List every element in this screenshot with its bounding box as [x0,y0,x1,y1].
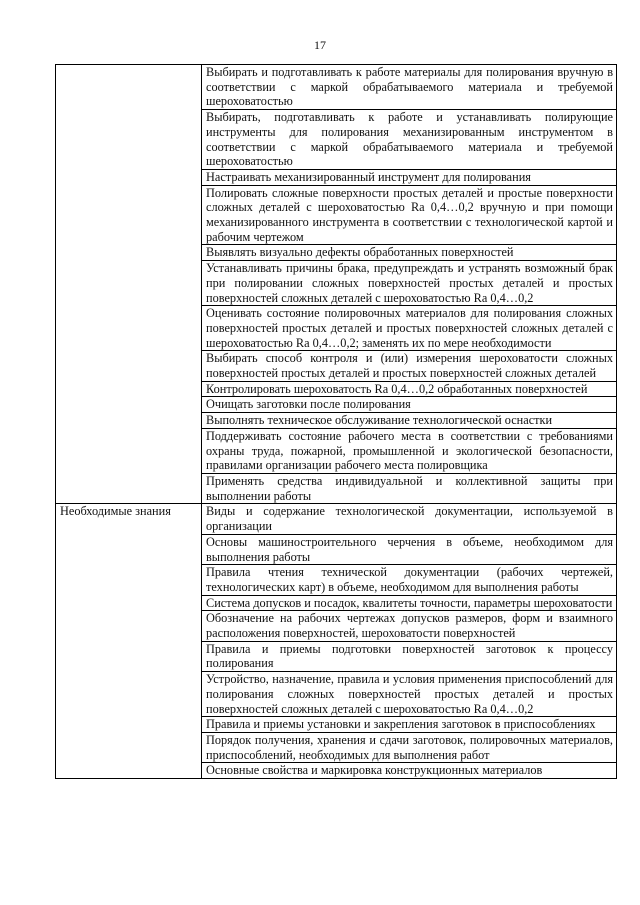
knowledge-item: Порядок получения, хранения и сдачи заготовок, полировочных материалов, приспособлений, необходимых для выполнения работ [202,732,617,762]
skill-item: Настраивать механизированный инструмент для полирования [202,169,617,185]
skill-item: Применять средства индивидуальной и коллективной защиты при выполнении работы [202,473,617,503]
skill-item: Выбирать способ контроля и (или) измерения шероховатости сложных поверхностей простых деталей и простых поверхностей сложных деталей [202,351,617,381]
skill-item: Полировать сложные поверхности простых деталей и простые поверхности сложных деталей с шероховатостью Ra 0,4…0,2 вручную и при помощи механизированного инструмента в соответствии с технологической картой и рабочим чертежом [202,185,617,245]
knowledge-item: Основы машиностроительного черчения в объеме, необходимом для выполнения работы [202,534,617,564]
skill-item: Очищать заготовки после полирования [202,397,617,413]
skill-item: Устанавливать причины брака, предупреждать и устранять возможный брак при полировании сложных поверхностей простых деталей и простых поверхностей сложных деталей с шероховатостью Ra 0,4…0,2 [202,261,617,306]
knowledge-item: Правила и приемы установки и закрепления заготовок в приспособлениях [202,717,617,733]
skill-item: Выполнять техническое обслуживание технологической оснастки [202,413,617,429]
skill-item: Выбирать, подготавливать к работе и устанавливать полирующие инструменты для полирования механизированным инструментом в соответствии с маркой обрабатываемого материала и требуемой шероховатостью [202,110,617,170]
table-row [56,504,617,534]
table-row [56,65,617,110]
skill-item: Выявлять визуально дефекты обработанных поверхностей [202,245,617,261]
knowledge-item: Правила чтения технической документации (рабочих чертежей, технологических карт) в объеме, необходимом для выполнения работы [202,565,617,595]
skill-item: Оценивать состояние полировочных материалов для полирования сложных поверхностей простых деталей и простых поверхностей сложных деталей с шероховатостью Ra 0,4…0,2; заменять их по мере необходимости [202,306,617,351]
knowledge-item: Устройство, назначение, правила и условия применения приспособлений для полирования сложных поверхностей простых деталей и простых поверхностей сложных деталей с шероховатостью Ra 0,4…0,2 [202,672,617,717]
knowledge-item: Виды и содержание технологической документации, используемой в организации [202,504,617,534]
skill-item: Контролировать шероховатость Ra 0,4…0,2 обработанных поверхностей [202,381,617,397]
page-number: 17 [314,38,326,52]
skills-label-cell [56,65,202,504]
competency-table [55,64,617,779]
skill-item: Поддерживать состояние рабочего места в соответствии с требованиями охраны труда, пожарной, промышленной и экологической безопасности, правилами организации рабочего места полировщика [202,428,617,473]
knowledge-item: Система допусков и посадок, квалитеты точности, параметры шероховатости [202,595,617,611]
skill-item: Выбирать и подготавливать к работе материалы для полирования вручную в соответствии с маркой обрабатываемого материала и требуемой шероховатостью [202,65,617,110]
knowledge-item: Правила и приемы подготовки поверхностей заготовок к процессу полирования [202,641,617,671]
knowledge-label: Необходимые знания [56,504,202,779]
knowledge-item: Основные свойства и маркировка конструкционных материалов [202,763,617,779]
knowledge-item: Обозначение на рабочих чертежах допусков размеров, форм и взаимного расположения поверхностей, шероховатости поверхностей [202,611,617,641]
